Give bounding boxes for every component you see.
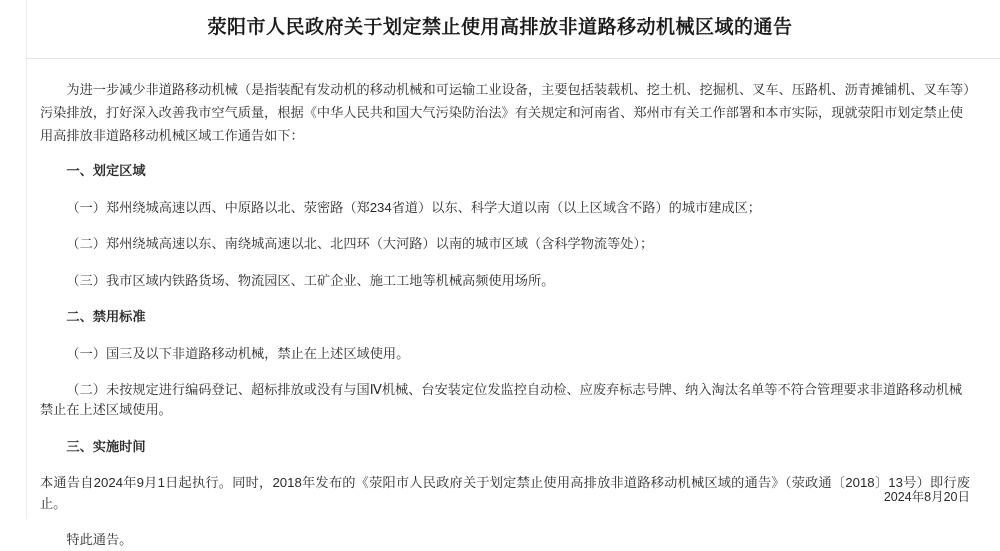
- section-2-item-2: （二）未按规定进行编码登记、超标排放或没有与国Ⅳ机械、台安装定位发监控自动检、应废弃标志号牌、纳入淘汰名单等不符合管理要求非道路移动机械禁止在上述区域使用。: [40, 382, 963, 418]
- section-3-item-1: 本通告自2024年9月1日起执行。同时，2018年发布的《荥阳市人民政府关于划定禁止使用高排放非道路移动机械区域的通告》（荥政通〔2018〕13号）即行废止。: [40, 475, 970, 511]
- section-1-item-2: （二）郑州绕城高速以东、南绕城高速以北、北四环（大河路）以南的城市区域（含科学物流等处）；: [66, 236, 654, 252]
- page-title: 荥阳市人民政府关于划定禁止使用高排放非道路移动机械区域的通告: [207, 17, 793, 38]
- document-body: [40, 78, 970, 548]
- section-heading-1: 一、划定区域: [66, 163, 146, 179]
- lead-paragraph: 为进一步减少非道路移动机械（是指装配有发动机的移动机械和可运输工业设备，主要包括装载机、挖土机、挖掘机、叉车、压路机、沥青摊铺机、叉车等）污染排放，打好深入改善我市空气质量，根据《中华人民共和国大气污染防治法》有关规定和河南省、郑州市有关工作部署和本市实际，现就荥阳市划定禁止使用高排放非道路移动机械区域工作通告如下：: [40, 82, 970, 144]
- section-1-item-3: （三）我市区域内铁路货场、物流园区、工矿企业、施工工地等机械高频使用场所。: [66, 272, 555, 288]
- page-left-gutter: [0, 0, 27, 519]
- issue-date: 2024年8月20日: [883, 490, 970, 504]
- section-1-item-1: （一）郑州绕城高速以西、中原路以北、荥密路（郑234省道）以东、科学大道以南（以上区域含不路）的城市建成区；: [66, 199, 761, 215]
- section-heading-2: 二、禁用标准: [66, 309, 146, 325]
- section-heading-3: 三、实施时间: [66, 438, 146, 454]
- section-2-item-1: （一）国三及以下非道路移动机械，禁止在上述区域使用。: [66, 345, 410, 361]
- closing-paragraph: 特此通告。: [66, 532, 133, 548]
- title-divider: [27, 58, 1000, 59]
